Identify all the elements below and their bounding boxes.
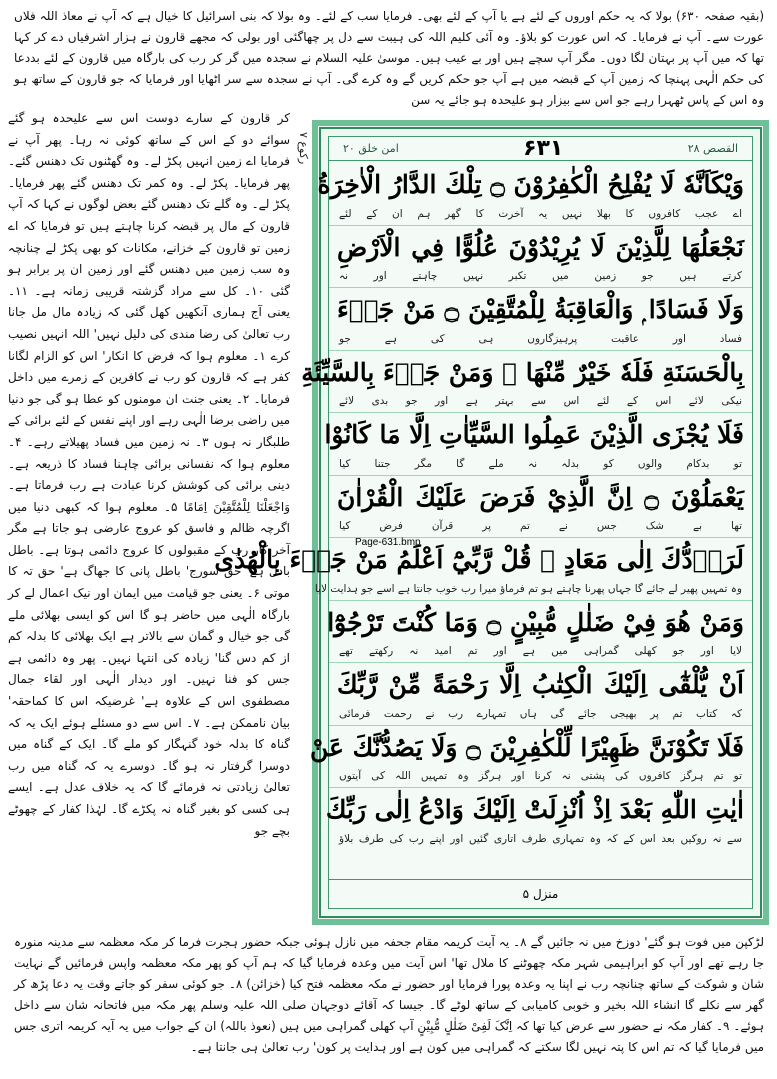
verse-list [214,163,752,880]
image-filename-label: Page-631.bmp [355,537,421,548]
arabic-text: وَمَنْ هُوَ فِيْ ضَلٰلٍ مُّبِيْنٍ ۝ وَمَا كُنْتَ تَرْجُوْٓا [327,607,744,637]
arabic-text: فَلَا تَكُوْنَنَّ ظَهِيْرًا لِّلْكٰفِرِيْنَ ۝ وَلَا يَصُدُّنَّكَ عَنْ [309,732,744,762]
urdu-translation: لایا اور جو کھلی گمراہی میں ہے اور تم امید نہ رکھتے تھے [339,645,742,657]
arabic-text: اَنْ يُّلْقٰٓى اِلَيْكَ الْكِتٰبُ اِلَّا رَحْمَةً مِّنْ رَّبِّكَ [337,670,744,699]
urdu-translation: اے عجب کافروں کا بھلا نہیں یہ آخرت کا گھر ہم ان کے لئے [339,207,742,220]
verse-line [329,288,752,351]
arabic-text: بِالْحَسَنَةِ فَلَهٗ خَيْرٌ مِّنْهَا ۚ وَمَنْ جَاۗءَ بِالسَّيِّئَةِ [301,357,744,387]
ruku-marker: رکوع ۷ [297,132,310,165]
verse-line [329,226,752,289]
surah-name: القصص ۲۸ [687,142,738,155]
arabic-text: فَلَا يُجْزَى الَّذِيْنَ عَمِلُوا السَّيِّاٰتِ اِلَّا مَا كَانُوْا [324,420,744,449]
commentary-top: (بقیہ صفحہ ۶۳۰) بولا کہ یہ حکم اوروں کے لئے ہے یا آپ کے لئے بھی۔ فرمایا سب کے لئے۔ وہ بولا کہ بنی اسرائیل کا خیال ہے کہ آپ نے معاذ اللہ فلاں عورت سے۔ آپ نے فرمایا۔ کہ اس عورت کو بلاؤ۔ وہ آئی کلیم اللہ کی ہیبت سے دل پر چھاگئی اور بولی کہ مجھے قارون نے ہزار اشرفیاں دے کر کہا تھا کہ میں آپ پر بہتان لگا دوں۔ مگر آپ سچے ہیں اور بے عیب ہیں۔ موسیٰ علیہ السلام نے سجدہ میں گر کر رب کی بارگاہ میں قارون کے لئے بددعا کی حکم الٰہی پہنچا کہ زمین آپ کے قبضہ میں ہے آپ جو حکم کریں گے وہ کرے گی۔ آپ نے سجدہ سے سر اٹھایا اور فرمایا کہ جو قارون کے ساتھ ہو وہ اس کے پاس ٹھہرا رہے جو اس سے بیزار ہو علیحدہ ہو جائے یہ سن [14,9,764,107]
verse-line [325,788,752,850]
arabic-text: اٰيٰتِ اللّٰهِ بَعْدَ اِذْ اُنْزِلَتْ اِلَيْكَ وَادْعُ اِلٰى رَبِّكَ [325,795,744,824]
verse-line [324,413,752,476]
arabic-text: نَجْعَلُهَا لِلَّذِيْنَ لَا يُرِيْدُوْنَ عُلُوًّا فِي الْاَرْضِ [337,232,744,262]
page-number: ۶۳۱ [523,136,564,161]
commentary-side: کر قارون کے سارے دوست اس سے علیحدہ ہو گئے سوائے دو کے اس کے ساتھ کوئی نہ رہا۔ پھر آپ نے فرمایا اے زمین انہیں پکڑ لے۔ وہ گھٹنوں تک دھنس گئے۔ پھر فرمایا۔ پکڑ لے۔ وہ کمر تک دھنس گئے پھر فرمایا۔ پکڑ لے۔ وہ گلے تک دھنس گئے بعض لوگوں نے کہا کہ آپ قارون کے مال پر قبضہ کرنا چاہتے ہیں تو فرمایا کہ اے زمین تو قارون کے خزانے، مکانات کو بھی پکڑ لے چنانچہ وہ سب زمین میں دھنس گئے اور زمین ان پر برابر ہو گئی ۱۰۔ کل سے مراد گزشتہ قریبی زمانہ ہے۔ ۱۱۔ یعنی آج ہماری آنکھیں کھل گئی کہ زیادہ مال مل جانا رب تعالیٰ کی رضا مندی کی دلیل نہیں' اللہ انہیں نصیب کرے ۱۔ معلوم ہوا کہ فرض کا انکار' اس کو الزام لگانا کفر ہے کہ قارون کو رب نے کافرین کے زمرے میں داخل فرمایا۔ ۲۔ یعنی جنت ان مومنوں کو عطا ہو گی جو دنیا میں راضی برضا الٰہی رہے اور اپنے نفس کے لئے برائی کے طلبگار نہ ہوں ۳۔ نہ زمین میں فساد پھیلاتے رہے۔ ۴۔ معلوم ہوا کہ نفسانی برائی چاہنا فساد کا ذریعہ ہے۔ دینی برائی کی کوشش کرنا عبادت ہے رب فرماتا ہے۔ وَاجْعَلْنَا لِلْمُتَّقِیْنَ اِمَامًا ۵۔ معلوم ہوا کہ کبھی دنیا میں اگرچہ ظالم و فاسق کو عروج عارضی ہو جاتا ہے مگر آخر کار رب کے مقبولوں کا عروج دائمی ہوتا ہے۔ باطل بادل ہے' حق سورج' باطل پانی کا جھاگ ہے' حق تہ کا موتی ۶۔ یعنی جو قیامت میں ایمان اور نیک اعمال لے کر بارگاہ الٰہی میں حاضر ہو گا اس کو ایسی بھلائی ملے گی جو خیال و گمان سے بالاتر ہے ایک بھلائی کا بدلہ کم از کم دس گنا' زیادہ کی انتہا نہیں۔ پھر وہ دائمی ہے جس کو فنا نہیں۔ اور دیدار الٰہی اور لقاء جمال مصطفوی اس کے علاوہ ہے' غرضیکہ اس کا کماحقہ' بیان ناممکن ہے۔ ۷۔ اس سے دو مسئلے ہوئے ایک یہ کہ گناہ کا بدلہ خود گنہگار کو ملے گا۔ ایک کے گناہ میں دوسرا گرفتار نہ ہو گا۔ دوسرے یہ کہ گناہ میں رب تعالیٰ زیادتی نہ فرمائے گا کہ یہ خلاف عدل ہے۔ ایسے ہی کسی کو بغیر گناہ نہ پکڑے گا۔ لہٰذا کفار کے چھوٹے بچے جو [8,111,290,838]
page-footer [329,879,752,908]
para-name: امن خلق ۲۰ [343,142,399,155]
urdu-translation: تھا بے شک جس نے تم پر قرآن فرض کیا [339,520,742,532]
arabic-text: وَيْكَاَنَّهٗ لَا يُفْلِحُ الْكٰفِرُوْنَ ۝ تِلْكَ الدَّارُ الْاٰخِرَةُ [317,170,744,199]
urdu-translation: کرتے ہیں جو زمین میں تکبر نہیں چاہتے اور نہ [339,270,742,282]
arabic-text: وَلَا فَسَادًا ۭ وَالْعَاقِبَةُ لِلْمُتَّقِيْنَ ۝ مَنْ جَاۗءَ [337,295,744,324]
urdu-translation: سے نہ روکیں بعد اس کے کہ وہ تمہاری طرف اتاری گئیں اور اپنے رب کی طرف بلاؤ [339,832,742,845]
commentary-bottom: لڑکپن میں فوت ہو گئے' دوزخ میں نہ جائیں گے ۸۔ یہ آیت کریمہ مقام جحفہ میں نازل ہوئی جبکہ حضور ہجرت فرما کر مکہ معظمہ سے مدینہ منورہ جا رہے تھے اور آپ کو ابراہیمی شہر مکہ چھوٹنے کا ملال تھا' اس آیت میں وعدہ فرمایا گیا کہ ہم آپ کو پھر مکہ معظمہ واپس فرمائیں گے نہایت شان و شوکت کے ساتھ چنانچہ رب نے اپنا یہ وعدہ پورا فرمایا اور حضور نے مکہ معظمہ فتح کیا (خزائن) ۸۔ جو کوئی سفر کو جاتے وقت یہ دعا پڑھ کر گھر سے نکلے گا انشاء اللہ بخیر و خوبی کامیابی کے ساتھ لوٹے گا۔ جیسا کہ آقائے دوجہان صلی اللہ علیہ وسلم پھر مکہ میں فاتحانہ شان سے داخل ہوئے۔ ۹۔ کفار مکہ نے حضور سے عرض کیا تھا کہ اِنَّکَ لَفِیْ ضَلٰلٍ مُّبِیْنٍ آپ کھلی گمراہی میں ہیں (نعوذ باللہ) ان کے جواب میں یہ آیہ کریمہ اتری جس میں فرمایا گیا کہ تم اس کا پتہ نہیں لگا سکتے کہ گمراہی میں کون ہے اور ہدایت پر کون' رب تعالیٰ ہی جانتا ہے۔ [14,935,765,1054]
verse-line [329,663,752,726]
verse-line [317,163,752,226]
verse-line [329,601,752,664]
manzil-label: منزل ۵ [522,887,559,901]
verse-line [329,476,752,539]
page-header [329,137,752,161]
urdu-translation: وہ تمہیں پھیر لے جائے گا جہاں پھرنا چاہتے ہو تم فرماؤ میرا رب خوب جانتا ہے اسے جو ہدایت لایا [314,582,742,595]
urdu-translation: نیکی لائے اس کے لئے اس سے بہتر ہے اور جو بدی لائے [339,395,742,407]
urdu-translation: کہ کتاب تم پر بھیجی جائے گی ہاں تمہارے رب نے رحمت فرمائی [339,707,742,720]
urdu-translation: تو بدکام والوں کو بدلہ نہ ملے گا مگر جتنا کیا [339,457,742,470]
urdu-translation: تو تم ہرگز کافروں کی پشتی نہ کرنا اور ہرگز وہ تمہیں اللہ کی آیتوں [339,770,742,782]
verse-line [309,726,752,789]
arabic-text: يَعْمَلُوْنَ ۝ اِنَّ الَّذِيْ فَرَضَ عَلَيْكَ الْقُرْاٰنَ [337,482,744,512]
urdu-translation: فساد اور عاقبت پرہیزگاروں ہی کی ہے جو [339,332,742,345]
arabic-text: لَرَاۗدُّكَ اِلٰى مَعَادٍ ۭ قُلْ رَّبِّيْٓ اَعْلَمُ مَنْ جَاۗءَ بِالْهُدٰى [214,545,744,574]
verse-line [301,351,752,414]
